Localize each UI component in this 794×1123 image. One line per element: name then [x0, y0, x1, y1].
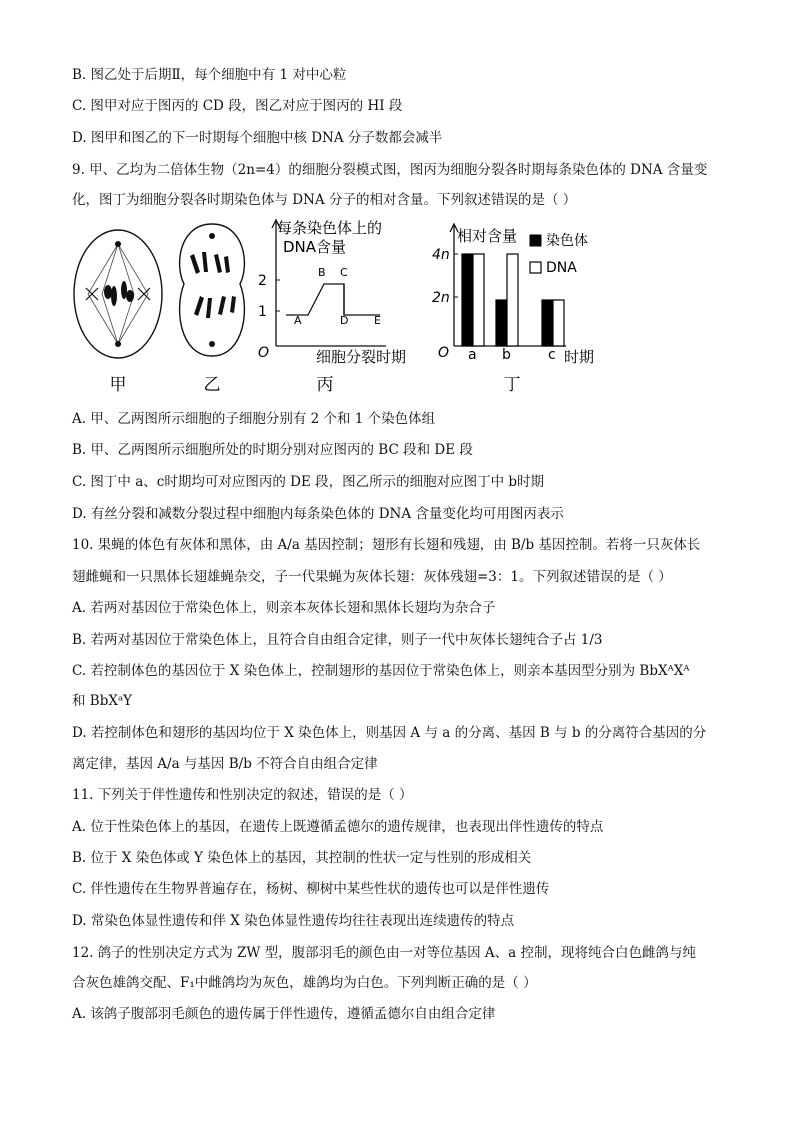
text-line: 10. 果蝇的体色有灰体和黑体，由 A/a 基因控制；翅形有长翅和残翅，由 B/b 基因控制。若将一只灰体长 — [72, 537, 701, 553]
bing-point-label: E — [374, 314, 381, 327]
bing-series-line — [286, 284, 380, 315]
bar-dna-a — [473, 254, 484, 346]
chart-bing — [258, 219, 406, 395]
ding-xlabel: 时期 — [564, 348, 595, 366]
text-line: 12. 鸽子的性别决定方式为 ZW 型，腹部羽毛的颜色由一对等位基因 A、a 控制，现将纯合白色雌鸽与纯 — [72, 945, 696, 961]
cell-jia — [74, 230, 162, 395]
ding-category-label: a — [468, 347, 477, 363]
legend-label-dna: DNA — [546, 260, 577, 276]
figure-label-ding: 丁 — [503, 375, 521, 395]
chart-ding — [432, 224, 594, 395]
text-line: 翅雌蝇和一只黑体长翅雄蝇杂交，子一代果蝇为灰体长翅：灰体残翅=3：1。下列叙述错误的是（ ） — [72, 569, 672, 585]
bing-point-label: C — [340, 266, 348, 279]
text-line: C. 若控制体色的基因位于 X 染色体上，控制翅形的基因位于常染色体上，则亲本基因型分别为 BbXᴬXᴬ — [72, 663, 690, 679]
text-line: D. 有丝分裂和减数分裂过程中细胞内每条染色体的 DNA 含量变化均可用图丙表示 — [72, 506, 564, 522]
ding-ylabel: 相对含量 — [457, 227, 518, 245]
bing-ytick-2: 2 — [258, 273, 267, 289]
text-line: D. 常染色体显性遗传和伴 X 染色体显性遗传均往往表现出连续遗传的特点 — [72, 913, 515, 929]
cell-yi — [180, 224, 245, 395]
text-line: A. 该鸽子腹部羽毛颜色的遗传属于伴性遗传，遵循孟德尔自由组合定律 — [72, 1006, 496, 1022]
bing-point-label: A — [294, 314, 302, 327]
text-line: D. 若控制体色和翅形的基因均位于 X 染色体上，则基因 A 与 a 的分离、基因 B 与 b 的分离符合基因的分 — [72, 725, 707, 741]
bar-chromosome-a — [462, 254, 473, 346]
question-figure — [72, 214, 732, 404]
ding-category-label: b — [502, 347, 511, 363]
ding-category-label: c — [548, 347, 556, 363]
text-line: 11. 下列关于伴性遗传和性别决定的叙述，错误的是（ ） — [72, 787, 413, 803]
text-line: 和 BbXᵃY — [72, 693, 133, 709]
text-line: C. 图甲对应于图丙的 CD 段，图乙对应于图丙的 HI 段 — [72, 98, 403, 114]
bing-point-label: D — [340, 314, 349, 327]
text-line: B. 位于 X 染色体或 Y 染色体上的基因，其控制的性状一定与性别的形成相关 — [72, 850, 532, 866]
ding-ytick-2n: 2n — [432, 290, 450, 306]
text-line: B. 甲、乙两图所示细胞所处的时期分别对应图丙的 BC 段和 DE 段 — [72, 442, 473, 458]
bar-dna-b — [507, 254, 518, 346]
bing-ytick-1: 1 — [258, 304, 267, 320]
text-line: C. 伴性遗传在生物界普遍存在，杨树、柳树中某些性状的遗传也可以是伴性遗传 — [72, 881, 550, 897]
text-line: 合灰色雄鸽交配、F₁中雌鸽均为灰色，雄鸽均为白色。下列判断正确的是（ ） — [72, 975, 537, 991]
ding-ytick-4n: 4n — [432, 247, 450, 263]
text-line: 化，图丁为细胞分裂各时期染色体与 DNA 分子的相对含量。下列叙述错误的是（ ） — [72, 192, 577, 208]
bing-ylabel-2: DNA含量 — [283, 238, 347, 256]
text-line: A. 甲、乙两图所示细胞的子细胞分别有 2 个和 1 个染色体组 — [72, 411, 436, 427]
bar-chromosome-b — [496, 300, 507, 346]
legend-label-chromosome: 染色体 — [546, 233, 588, 249]
bar-chromosome-c — [542, 300, 553, 346]
text-line: D. 图甲和图乙的下一时期每个细胞中核 DNA 分子数都会减半 — [72, 130, 443, 146]
bar-dna-c — [553, 300, 564, 346]
bing-point-label: B — [318, 266, 326, 279]
figure-svg — [72, 214, 732, 404]
ding-origin: O — [438, 345, 450, 361]
legend-swatch-chromosome — [530, 235, 541, 246]
text-line: A. 若两对基因位于常染色体上，则亲本灰体长翅和黑体长翅均为杂合子 — [72, 600, 496, 616]
text-line: B. 图乙处于后期Ⅱ，每个细胞中有 1 对中心粒 — [72, 67, 347, 83]
bing-xlabel: 细胞分裂时期 — [316, 348, 407, 366]
text-line: A. 位于性染色体上的基因，在遗传上既遵循孟德尔的遗传规律，也表现出伴性遗传的特点 — [72, 819, 604, 835]
text-line: C. 图丁中 a、c时期均可对应图丙的 DE 段，图乙所示的细胞对应图丁中 b时期 — [72, 474, 545, 490]
figure-label-bing: 丙 — [316, 375, 334, 395]
text-line: 离定律，基因 A/a 与基因 B/b 不符合自由组合定律 — [72, 756, 378, 772]
legend-swatch-dna — [530, 262, 541, 273]
text-line: B. 若两对基因位于常染色体上，且符合自由组合定律，则子一代中灰体长翅纯合子占 1/3 — [72, 632, 603, 648]
text-line: 9. 甲、乙均为二倍体生物（2n=4）的细胞分裂模式图，图丙为细胞分裂各时期每条染色体的 DNA 含量变 — [72, 162, 708, 178]
bing-origin: O — [258, 345, 270, 361]
figure-label-jia: 甲 — [109, 375, 127, 395]
bing-ylabel-1: 每条染色体上的 — [277, 219, 383, 237]
figure-label-yi: 乙 — [203, 375, 221, 395]
